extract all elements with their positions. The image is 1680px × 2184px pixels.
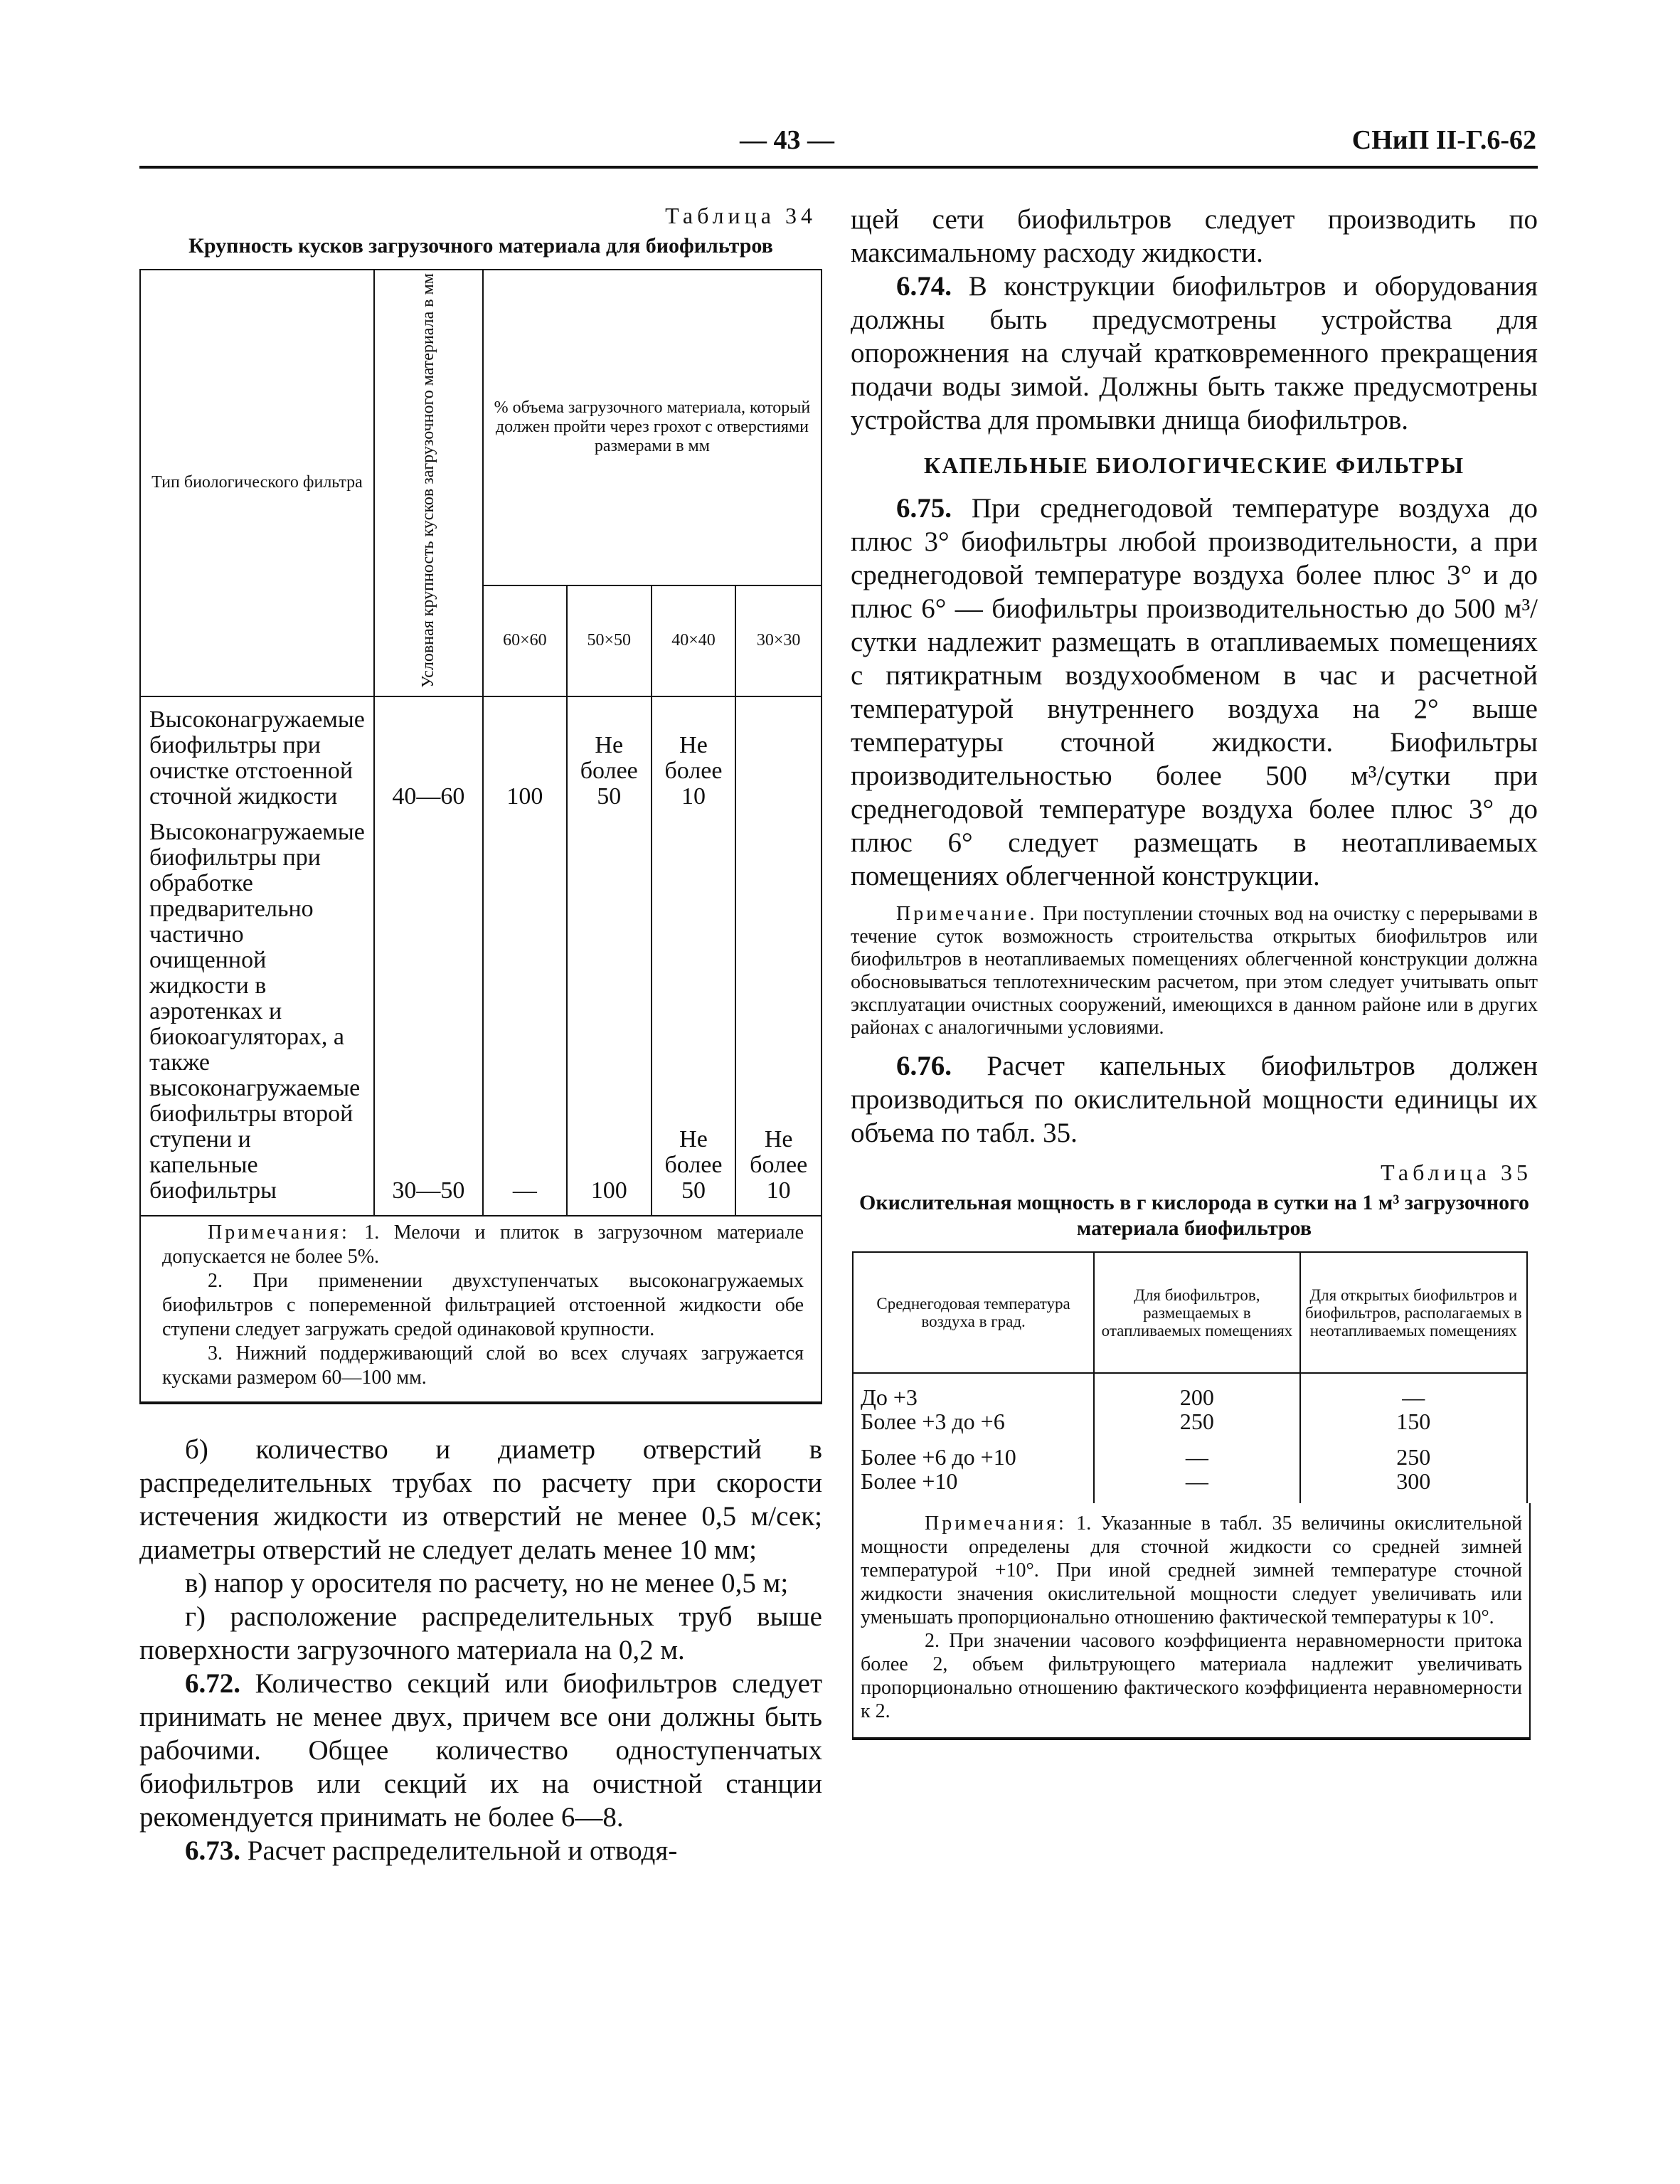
note-label: Примечание. <box>896 903 1038 925</box>
cell: 100 <box>567 820 652 1216</box>
filter-type: Высоконагружаемые биофильтры при обработке предварительно частично очищенной жидкости в аэротенках и биокоагуляторах, а также высоконагружаемые биофильтры второй ступени и капельные биофильтры <box>140 820 374 1216</box>
paragraph: г) расположение распределительных труб выше поверхности загрузочного материала на 0,2 м. <box>139 1601 822 1665</box>
cell: 200 <box>1094 1385 1299 1409</box>
cell: Не более 10 <box>652 707 736 810</box>
cell: 250 <box>1300 1445 1527 1469</box>
paragraph-number: 6.72. <box>185 1668 240 1699</box>
paragraph: в) напор у оросителя по расчету, но не менее 0,5 м; <box>185 1567 789 1599</box>
note: 3. Нижний поддерживающий слой во всех случаях загружается кусками размером 60—100 мм. <box>162 1342 804 1389</box>
cell: 100 <box>483 707 567 810</box>
cell: Не более 10 <box>735 820 822 1216</box>
paragraph: 6.73. Расчет распределительной и отводя- <box>185 1835 678 1866</box>
cell: 30—50 <box>374 820 483 1216</box>
paragraph-number: 6.75. <box>896 493 952 524</box>
paragraph: 6.74. В конструкции биофильтров и оборудования должны быть предусмотрены устройства для опорожнения на случай кратковременного прекращения подачи воды зимой. Должны быть также предусмотрены устройства для промывки днища биофильтров. <box>851 271 1538 435</box>
sieve-size: 40×40 <box>652 585 736 696</box>
table-34-label: Таблица 34 <box>665 203 817 228</box>
cell <box>735 707 822 810</box>
cell: 150 <box>1300 1409 1527 1433</box>
col-header-percent: % объема загрузочного материала, который должен пройти через грохот с отверстиями размерами в мм <box>483 270 822 585</box>
table-34-notes <box>139 1216 822 1404</box>
table-row <box>140 820 822 1216</box>
note: 2. При значении часового коэффициента неравномерности притока более 2, объем фильтрующего материала надлежит увеличивать пропорционально отношению фактического коэффициента неравномерности к 2. <box>861 1630 1522 1722</box>
table-row <box>140 707 822 810</box>
document-code: СНиП II-Г.6-62 <box>1351 125 1536 155</box>
note-block: Примечание. При поступлении сточных вод на очистку с перерывами в течение суток возможность строительства открытых биофильтров или биофильтров в неотапливаемых помещениях облегченной конструкции должна обосновываться теплотехническим расчетом, при этом следует учитывать опыт эксплуатации очистных сооружений, имеющихся в данном районе или в других районах с аналогичными условиями. <box>851 903 1538 1039</box>
sieve-size: 60×60 <box>483 585 567 696</box>
cell: Не более 50 <box>567 707 652 810</box>
table-row <box>853 1409 1527 1433</box>
table-row <box>853 1445 1527 1469</box>
table-35 <box>852 1251 1528 1503</box>
right-body-text-3 <box>851 1049 1538 1150</box>
paragraph: 6.76. Расчет капельных биофильтров должен производиться по окислительной мощности единицы их объема по табл. 35. <box>851 1051 1538 1148</box>
paragraph: 6.75. При среднегодовой температуре воздуха до плюс 3° биофильтры любой производительности, а при среднегодовой температуре воздуха более плюс 3° и до плюс 6° — биофильтры производительностью до 500 м³/сутки надлежит размещать в отапливаемых помещениях с пятикратным воздухообменом в час и расчетной температурой внутреннего воздуха на 2° выше температуры сточной жидкости. Биофильтры производительностью более 500 м³/сутки при среднегодовой температуре воздуха более плюс 3° до плюс 6° следует размещать в неотапливаемых помещениях облегченной конструкции. <box>851 493 1538 891</box>
page-number: — 43 — <box>740 125 834 155</box>
table-34-title: Крупность кусков загрузочного материала для биофильтров <box>188 234 773 258</box>
col-header-type: Тип биологического фильтра <box>140 270 374 696</box>
table-35-title: Окислительная мощность в г кислорода в сутки на 1 м³ загрузочного материала биофильтров <box>859 1191 1529 1240</box>
sieve-size: 50×50 <box>567 585 652 696</box>
cell: Не более 50 <box>652 820 736 1216</box>
table-34 <box>139 269 822 1216</box>
paragraph: б) количество и диаметр отверстий в распределительных трубах по расчету при скорости истечения жидкости из отверстий не менее 0,5 м/сек; диаметры отверстий не следует делать менее 10 мм; <box>139 1433 822 1565</box>
right-body-text <box>851 203 1538 437</box>
cell: Более +10 <box>853 1469 1094 1503</box>
paragraph: щей сети биофильтров следует производить по максимальному расходу жидкости. <box>851 204 1538 268</box>
cell: — <box>1094 1469 1299 1503</box>
notes-label: Примечания: <box>208 1221 350 1244</box>
right-column <box>851 203 1538 1740</box>
paragraph-number: 6.73. <box>185 1835 240 1866</box>
cell: 40—60 <box>374 707 483 810</box>
table-row <box>853 1469 1527 1503</box>
col-header-size: Условная крупность кусков загрузочного материала в мм <box>374 270 483 696</box>
table-35-label: Таблица 35 <box>1381 1160 1532 1185</box>
cell: До +3 <box>853 1385 1094 1409</box>
table-row <box>853 1385 1527 1409</box>
right-body-text-2 <box>851 492 1538 893</box>
note: 1. Указанные в табл. 35 величины окислительной мощности определены для сточной жидкости со средней зимней температурой +10°. При иной средней зимней температуре сточной жидкости значения окислительной мощности следует увеличивать или уменьшать пропорционально отношению фактической температуры к 10°. <box>861 1512 1522 1628</box>
paragraph: 6.72. Количество секций или биофильтров следует принимать не менее двух, причем все они должны быть рабочими. Общее количество одноступенчатых биофильтров или секций их на очистной станции рекомендуется принимать не более 6—8. <box>139 1668 822 1833</box>
left-column <box>139 203 822 1867</box>
notes-label: Примечания: <box>925 1512 1067 1534</box>
cell: Более +3 до +6 <box>853 1409 1094 1433</box>
header-rule <box>139 166 1538 169</box>
cell: Более +6 до +10 <box>853 1445 1094 1469</box>
paragraph-number: 6.76. <box>896 1051 952 1081</box>
col-header-heated: Для биофильтров, размещаемых в отапливаемых помещениях <box>1094 1252 1299 1373</box>
left-body-text <box>139 1433 822 1867</box>
note: 2. При применении двухступенчатых высоконагружаемых биофильтров с попеременной фильтрацией отстоенной жидкости обе ступени следует загружать средой одинаковой крупности. <box>162 1269 804 1340</box>
filter-type: Высоконагружаемые биофильтры при очистке отстоенной сточной жидкости <box>140 707 374 810</box>
sieve-size: 30×30 <box>735 585 822 696</box>
col-header-temperature: Среднегодовая температура воздуха в град. <box>853 1252 1094 1373</box>
cell: 250 <box>1094 1409 1299 1433</box>
cell: — <box>1300 1385 1527 1409</box>
note: 1. Мелочи и плиток в загрузочном материале допускается не более 5%. <box>162 1221 804 1268</box>
cell: 300 <box>1300 1469 1527 1503</box>
table-35-notes <box>852 1503 1531 1740</box>
cell: — <box>1094 1445 1299 1469</box>
section-heading: КАПЕЛЬНЫЕ БИОЛОГИЧЕСКИЕ ФИЛЬТРЫ <box>924 452 1464 478</box>
cell: — <box>483 820 567 1216</box>
paragraph-number: 6.74. <box>896 271 952 302</box>
col-header-open: Для открытых биофильтров и биофильтров, располагаемых в неотапливаемых помещениях <box>1300 1252 1527 1373</box>
